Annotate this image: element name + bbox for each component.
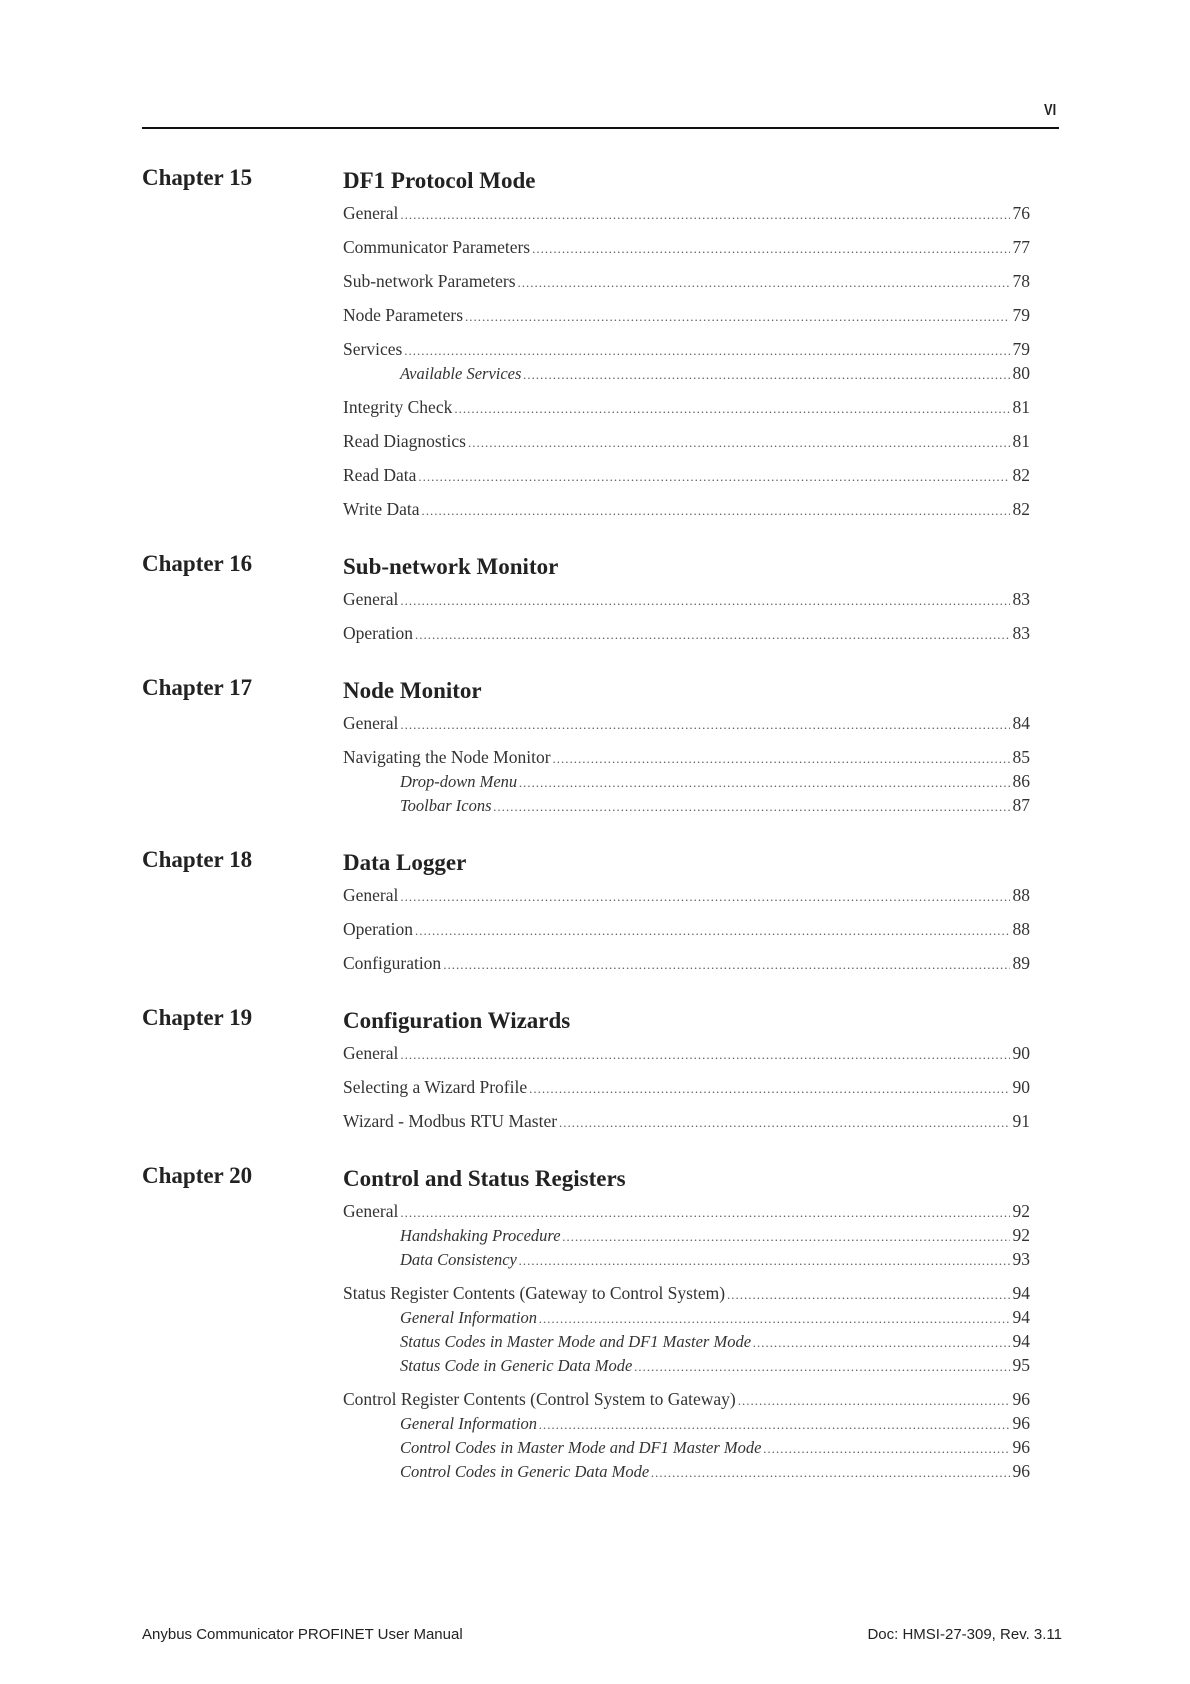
toc-page-number: 90 <box>1012 1043 1030 1063</box>
dot-leader <box>532 237 1009 261</box>
dot-leader <box>518 271 1010 295</box>
dot-leader <box>400 1043 1009 1067</box>
dot-leader <box>553 747 1010 771</box>
toc-page-number: 87 <box>1012 795 1030 815</box>
toc-subentry[interactable] <box>343 361 1030 385</box>
toc-subentry[interactable] <box>343 793 1030 817</box>
toc-page-number: 93 <box>1012 1249 1030 1269</box>
toc-page-number: 76 <box>1012 203 1030 223</box>
chapter-section <box>0 673 1190 817</box>
toc-entry-list <box>343 587 1030 645</box>
toc-page-number: 96 <box>1012 1437 1030 1457</box>
chapter-title[interactable]: DF1 Protocol Mode <box>343 168 536 193</box>
toc-entry[interactable] <box>343 463 1030 487</box>
dot-leader <box>400 1201 1009 1225</box>
toc-entry[interactable] <box>343 1075 1030 1099</box>
toc-page-number: 82 <box>1012 465 1030 485</box>
toc-page-number: 92 <box>1012 1201 1030 1221</box>
toc-page-number: 91 <box>1012 1111 1030 1131</box>
toc-subentry[interactable] <box>343 1459 1030 1483</box>
dot-leader <box>539 1413 1009 1437</box>
toc-page-number: 95 <box>1012 1355 1030 1375</box>
chapter-title[interactable]: Configuration Wizards <box>343 1008 571 1033</box>
dot-leader <box>415 919 1010 943</box>
dot-leader <box>563 1225 1010 1249</box>
dot-leader <box>523 363 1009 387</box>
toc-entry-title: Control Codes in Generic Data Mode <box>400 1462 650 1481</box>
toc-entry[interactable] <box>343 1199 1030 1223</box>
toc-entry[interactable] <box>343 1041 1030 1065</box>
chapter-section <box>0 549 1190 645</box>
chapter-section <box>0 163 1190 521</box>
dot-leader <box>415 623 1010 647</box>
dot-leader <box>465 305 1009 329</box>
toc-page-number: 92 <box>1012 1225 1030 1245</box>
chapter-section <box>0 1161 1190 1483</box>
toc-entry[interactable] <box>343 269 1030 293</box>
toc-entry[interactable] <box>343 395 1030 419</box>
toc-entry-title: Operation <box>343 623 413 643</box>
toc-entry-title: Read Diagnostics <box>343 431 466 451</box>
toc-entry[interactable] <box>343 951 1030 975</box>
toc-entry[interactable] <box>343 587 1030 611</box>
toc-entry-title: Configuration <box>343 953 442 973</box>
toc-page-number: 94 <box>1012 1283 1030 1303</box>
toc-entry[interactable] <box>343 917 1030 941</box>
page-number: VI <box>1043 102 1056 119</box>
toc-page-number: 84 <box>1012 713 1030 733</box>
toc-page-number: 77 <box>1012 237 1030 257</box>
toc-entry[interactable] <box>343 1387 1030 1411</box>
toc-page-number: 79 <box>1012 305 1030 325</box>
toc-entry-title: Services <box>343 339 403 359</box>
header-rule <box>142 127 1059 129</box>
dot-leader <box>763 1437 1009 1461</box>
dot-leader <box>519 771 1009 795</box>
toc-page-number: 88 <box>1012 919 1030 939</box>
toc-page-number: 78 <box>1012 271 1030 291</box>
toc-page-number: 96 <box>1012 1413 1030 1433</box>
toc-entry[interactable] <box>343 429 1030 453</box>
dot-leader <box>468 431 1010 455</box>
toc-entry-title: Control Codes in Master Mode and DF1 Master Mode <box>400 1438 762 1457</box>
toc-entry-list <box>343 201 1030 521</box>
chapter-label: Chapter 20 <box>142 1163 253 1188</box>
toc-entry[interactable] <box>343 337 1030 361</box>
toc-entry-title: Wizard - Modbus RTU Master <box>343 1111 558 1131</box>
toc-entry-title: General <box>343 1201 399 1221</box>
toc-subentry[interactable] <box>343 1305 1030 1329</box>
dot-leader <box>404 339 1009 363</box>
dot-leader <box>727 1283 1009 1307</box>
toc-entry-title: Data Consistency <box>400 1250 517 1269</box>
toc-entry-title: Write Data <box>343 499 420 519</box>
toc-entry-title: Status Code in Generic Data Mode <box>400 1356 633 1375</box>
dot-leader <box>519 1249 1010 1273</box>
dot-leader <box>529 1077 1009 1101</box>
toc-page-number: 96 <box>1012 1389 1030 1409</box>
toc-entry[interactable] <box>343 621 1030 645</box>
toc-entry[interactable] <box>343 497 1030 521</box>
toc-entry-title: Communicator Parameters <box>343 237 531 257</box>
footer-document-id: Doc: HMSI-27-309, Rev. 3.11 <box>867 1626 1062 1643</box>
toc-entry-title: General <box>343 713 399 733</box>
toc-page-number: 90 <box>1012 1077 1030 1097</box>
dot-leader <box>418 465 1009 489</box>
toc-entry-title: Drop-down Menu <box>400 772 518 791</box>
toc-entry[interactable] <box>343 1281 1030 1305</box>
toc-entry-title: Read Data <box>343 465 417 485</box>
toc-page-number: 81 <box>1012 431 1030 451</box>
chapter-label: Chapter 15 <box>142 165 253 190</box>
toc-entry-title: General <box>343 589 399 609</box>
chapter-title[interactable]: Control and Status Registers <box>343 1166 626 1191</box>
toc-entry-title: General <box>343 203 399 223</box>
dot-leader <box>422 499 1010 523</box>
dot-leader <box>400 713 1009 737</box>
chapter-title[interactable]: Data Logger <box>343 850 467 875</box>
toc-page-number: 96 <box>1012 1461 1030 1481</box>
dot-leader <box>753 1331 1009 1355</box>
toc-page-number: 85 <box>1012 747 1030 767</box>
toc-page-number: 83 <box>1012 623 1030 643</box>
toc-entry-title: Status Codes in Master Mode and DF1 Master Mode <box>400 1332 752 1351</box>
chapter-section <box>0 845 1190 975</box>
toc-entry[interactable] <box>343 883 1030 907</box>
chapter-title[interactable]: Sub-network Monitor <box>343 554 559 579</box>
toc-page-number: 80 <box>1012 363 1030 383</box>
chapter-label: Chapter 17 <box>142 675 253 700</box>
dot-leader <box>559 1111 1009 1135</box>
toc-page-number: 81 <box>1012 397 1030 417</box>
toc-entry-title: Handshaking Procedure <box>400 1226 561 1245</box>
toc-entry-title: Sub-network Parameters <box>343 271 516 291</box>
toc-entry-title: Status Register Contents (Gateway to Control System) <box>343 1283 726 1303</box>
toc-entry-title: General Information <box>400 1308 538 1327</box>
chapter-section <box>0 1003 1190 1133</box>
toc-subentry[interactable] <box>343 1435 1030 1459</box>
toc-entry-list <box>343 1041 1030 1133</box>
dot-leader <box>651 1461 1009 1485</box>
dot-leader <box>443 953 1009 977</box>
toc-subentry[interactable] <box>343 1411 1030 1435</box>
toc-page-number: 89 <box>1012 953 1030 973</box>
dot-leader <box>454 397 1009 421</box>
toc-entry-list <box>343 1199 1030 1483</box>
toc-entry-title: Integrity Check <box>343 397 453 417</box>
footer-manual-title: Anybus Communicator PROFINET User Manual <box>142 1626 463 1643</box>
toc-entry[interactable] <box>343 303 1030 327</box>
chapter-label: Chapter 18 <box>142 847 253 872</box>
dot-leader <box>738 1389 1010 1413</box>
toc-entry-list <box>343 883 1030 975</box>
toc-page-number: 94 <box>1012 1307 1030 1327</box>
toc-page-number: 83 <box>1012 589 1030 609</box>
dot-leader <box>400 203 1009 227</box>
dot-leader <box>400 885 1009 909</box>
toc-page-number: 94 <box>1012 1331 1030 1351</box>
table-of-contents <box>0 163 1190 1511</box>
chapter-label: Chapter 19 <box>142 1005 253 1030</box>
toc-page-number: 79 <box>1012 339 1030 359</box>
dot-leader <box>634 1355 1009 1379</box>
toc-page-number: 86 <box>1012 771 1030 791</box>
chapter-title[interactable]: Node Monitor <box>343 678 482 703</box>
toc-entry[interactable] <box>343 1109 1030 1133</box>
toc-entry-title: General Information <box>400 1414 538 1433</box>
toc-subentry[interactable] <box>343 1353 1030 1377</box>
toc-subentry[interactable] <box>343 1223 1030 1247</box>
toc-entry[interactable] <box>343 745 1030 769</box>
toc-subentry[interactable] <box>343 769 1030 793</box>
toc-entry-title: Operation <box>343 919 413 939</box>
dot-leader <box>400 589 1009 613</box>
toc-entry[interactable] <box>343 201 1030 225</box>
toc-entry-title: Available Services <box>400 364 522 383</box>
toc-subentry[interactable] <box>343 1247 1030 1271</box>
toc-entry-title: Selecting a Wizard Profile <box>343 1077 528 1097</box>
toc-page-number: 88 <box>1012 885 1030 905</box>
toc-entry-title: Node Parameters <box>343 305 464 325</box>
toc-subentry[interactable] <box>343 1329 1030 1353</box>
toc-entry-title: Control Register Contents (Control System to Gateway) <box>343 1389 736 1409</box>
dot-leader <box>539 1307 1009 1331</box>
toc-entry-title: Navigating the Node Monitor <box>343 747 551 767</box>
toc-entry-list <box>343 711 1030 817</box>
dot-leader <box>494 795 1010 819</box>
toc-entry-title: Toolbar Icons <box>400 796 492 815</box>
toc-entry-title: General <box>343 885 399 905</box>
toc-entry-title: General <box>343 1043 399 1063</box>
chapter-label: Chapter 16 <box>142 551 253 576</box>
toc-entry[interactable] <box>343 711 1030 735</box>
toc-page-number: 82 <box>1012 499 1030 519</box>
toc-entry[interactable] <box>343 235 1030 259</box>
